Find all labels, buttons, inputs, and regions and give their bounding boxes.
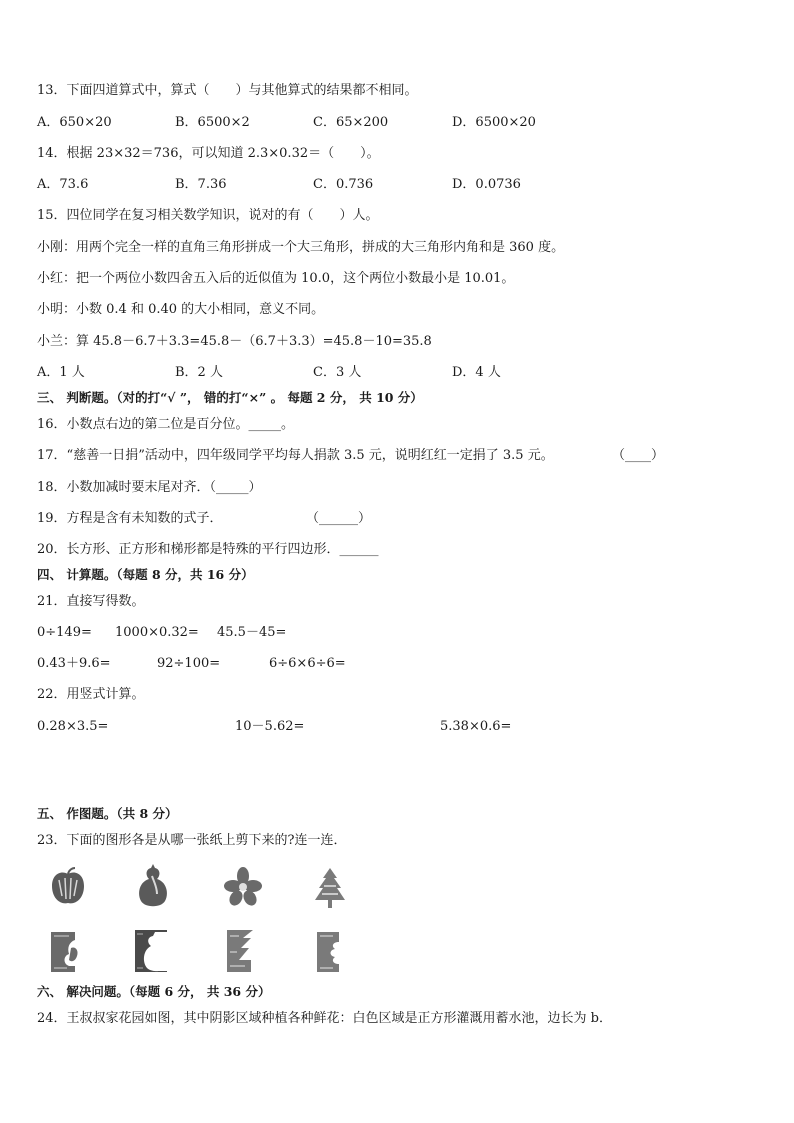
paper-gourd-cutout-icon <box>133 928 169 974</box>
q14-option-d: D．0.0736 <box>452 177 521 192</box>
q19-text: 19．方程是含有未知数的式子． <box>37 511 223 526</box>
q21-stem: 21．直接写得数。 <box>37 594 145 609</box>
q21-item-2: 1000×0.32= <box>115 625 199 640</box>
q14-option-b: B．7.36 <box>175 177 227 192</box>
apple-shape-icon <box>47 866 89 908</box>
q15-option-b: B．2 人 <box>175 365 223 380</box>
q24-text: 24．王叔叔家花园如图，其中阴影区域种植各种鲜花：白色区域是正方形灌溉用蓄水池，边长为 b． <box>37 1011 612 1026</box>
q15-option-d: D．4 人 <box>452 365 501 380</box>
q16-text: 16．小数点右边的第二位是百分位。_____。 <box>37 417 295 432</box>
q13-option-b: B．6500×2 <box>175 115 250 130</box>
gourd-shape-icon <box>135 862 171 910</box>
q22-item-2: 10－5.62= <box>235 719 305 734</box>
q21-item-4: 0.43＋9.6= <box>37 656 111 671</box>
q15-stem: 15．四位同学在复习相关数学知识，说对的有（ ）人。 <box>37 208 379 223</box>
tree-shape-icon <box>313 866 347 910</box>
q21-item-1: 0÷149= <box>37 625 92 640</box>
section-3-title: 三、 判断题。（对的打“√ ”， 错的打“×” 。 每题 2 分， 共 10 分） <box>37 390 423 405</box>
q17-answer-blank[interactable]: （____） <box>612 448 665 463</box>
q22-item-3: 5.38×0.6= <box>440 719 512 734</box>
q15-line-xiaoming: 小明：小数 0.4 和 0.40 的大小相同，意义不同。 <box>37 302 325 317</box>
q13-option-d: D．6500×20 <box>452 115 536 130</box>
q15-option-a: A．1 人 <box>37 365 85 380</box>
q13-stem: 13．下面四道算式中，算式（ ）与其他算式的结果都不相同。 <box>37 83 418 98</box>
q22-stem: 22．用竖式计算。 <box>37 687 145 702</box>
flower-shape-icon <box>221 866 265 908</box>
q19-answer-blank[interactable]: （______） <box>306 511 372 526</box>
q21-item-3: 45.5－45= <box>217 625 287 640</box>
q14-option-a: A．73.6 <box>37 177 89 192</box>
paper-flower-cutout-icon <box>315 930 343 974</box>
section-6-title: 六、 解决问题。（每题 6 分， 共 36 分） <box>37 984 271 999</box>
q15-line-xiaohong: 小红：把一个两位小数四舍五入后的近似值为 10.0，这个两位小数最小是 10.01。 <box>37 271 515 286</box>
q13-option-a: A．650×20 <box>37 115 112 130</box>
section-5-title: 五、 作图题。（共 8 分） <box>37 806 178 821</box>
q17-text: 17．“慈善一日捐”活动中，四年级同学平均每人捐款 3.5 元，说明红红一定捐了 3.5 元。 <box>37 448 554 463</box>
q20-text: 20．长方形、正方形和梯形都是特殊的平行四边形．______ <box>37 542 379 557</box>
q14-stem: 14．根据 23×32＝736，可以知道 2.3×0.32＝（ ）。 <box>37 146 380 161</box>
paper-tree-cutout-icon <box>225 928 255 974</box>
q15-line-xiaogang: 小刚：用两个完全一样的直角三角形拼成一个大三角形，拼成的大三角形内角和是 360 度。 <box>37 240 565 255</box>
q21-item-6: 6÷6×6÷6= <box>269 656 346 671</box>
q13-option-c: C．65×200 <box>313 115 389 130</box>
q18-text: 18．小数加减时要末尾对齐．（_____） <box>37 480 262 495</box>
q15-option-c: C．3 人 <box>313 365 362 380</box>
q14-option-c: C．0.736 <box>313 177 374 192</box>
q23-stem: 23．下面的图形各是从哪一张纸上剪下来的?连一连． <box>37 833 347 848</box>
paper-apple-cutout-icon <box>49 930 81 974</box>
section-4-title: 四、 计算题。（每题 8 分，共 16 分） <box>37 567 254 582</box>
q22-item-1: 0.28×3.5= <box>37 719 109 734</box>
q21-item-5: 92÷100= <box>157 656 221 671</box>
q15-line-xiaolan: 小兰：算 45.8－6.7＋3.3=45.8－（6.7＋3.3）=45.8－10=35.8 <box>37 334 432 349</box>
